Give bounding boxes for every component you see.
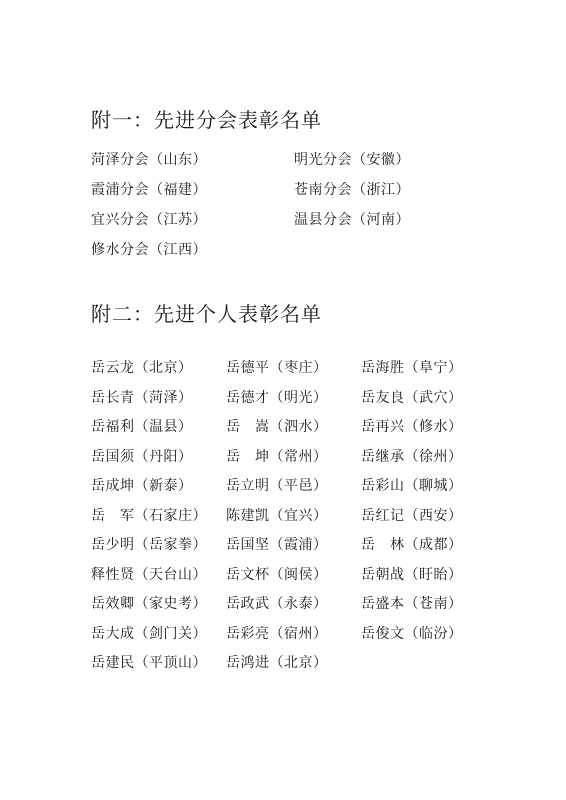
person-item: 岳继承（徐州） [361, 448, 463, 465]
branch-item: 霞浦分会（福建） [91, 182, 207, 198]
person-item: 岳红记（西安） [361, 507, 463, 524]
person-item: 岳彩山（聊城） [361, 478, 463, 494]
branch-item: 苍南分会（浙江） [294, 182, 410, 198]
person-item: 岳国坚（霞浦） [226, 537, 328, 553]
person-item: 释性贤（天台山） [91, 566, 207, 583]
section-title-advanced-branches: 附一：先进分会表彰名单 [91, 108, 322, 132]
person-item: 岳德平（枣庄） [226, 360, 328, 376]
branch-item: 修水分会（江西） [91, 242, 207, 258]
person-item: 岳立明（平邑） [226, 478, 328, 494]
person-item: 岳 嵩（泗水） [226, 419, 328, 435]
branch-item: 宜兴分会（江苏） [91, 212, 207, 228]
person-item: 岳朝战（盱眙） [361, 566, 463, 583]
person-item: 岳文杯（闽侯） [226, 566, 328, 583]
section-title-advanced-individuals: 附二：先进个人表彰名单 [91, 302, 322, 326]
individual-list [91, 358, 511, 683]
person-item: 岳鸿进（北京） [226, 655, 328, 671]
person-item: 岳俊文（临汾） [361, 625, 463, 642]
person-item: 岳德才（明光） [226, 389, 328, 406]
person-item: 陈建凯（宜兴） [226, 507, 328, 524]
person-item: 岳再兴（修水） [361, 419, 463, 435]
person-item: 岳云龙（北京） [91, 360, 193, 376]
person-item: 岳大成（剑门关） [91, 625, 207, 642]
person-item: 岳福利（温县） [91, 419, 193, 435]
person-item: 岳海胜（阜宁） [361, 360, 463, 376]
person-item: 岳 林（成都） [361, 537, 463, 553]
person-item: 岳 军（石家庄） [91, 507, 207, 524]
branch-list [91, 150, 511, 270]
person-item: 岳彩亮（宿州） [226, 625, 328, 642]
person-item: 岳效卿（家史考） [91, 596, 207, 612]
branch-item: 温县分会（河南） [294, 212, 410, 228]
person-item: 岳盛本（苍南） [361, 596, 463, 612]
person-item: 岳长青（菏泽） [91, 389, 193, 406]
branch-item: 明光分会（安徽） [294, 152, 410, 168]
person-item: 岳政武（永泰） [226, 596, 328, 612]
person-item: 岳成坤（新泰） [91, 478, 193, 494]
person-item: 岳少明（岳家拳） [91, 537, 207, 553]
person-item: 岳 坤（常州） [226, 448, 328, 465]
person-item: 岳建民（平顶山） [91, 655, 207, 671]
branch-item: 菏泽分会（山东） [91, 152, 207, 168]
person-item: 岳友良（武穴） [361, 389, 463, 406]
person-item: 岳国须（丹阳） [91, 448, 193, 465]
